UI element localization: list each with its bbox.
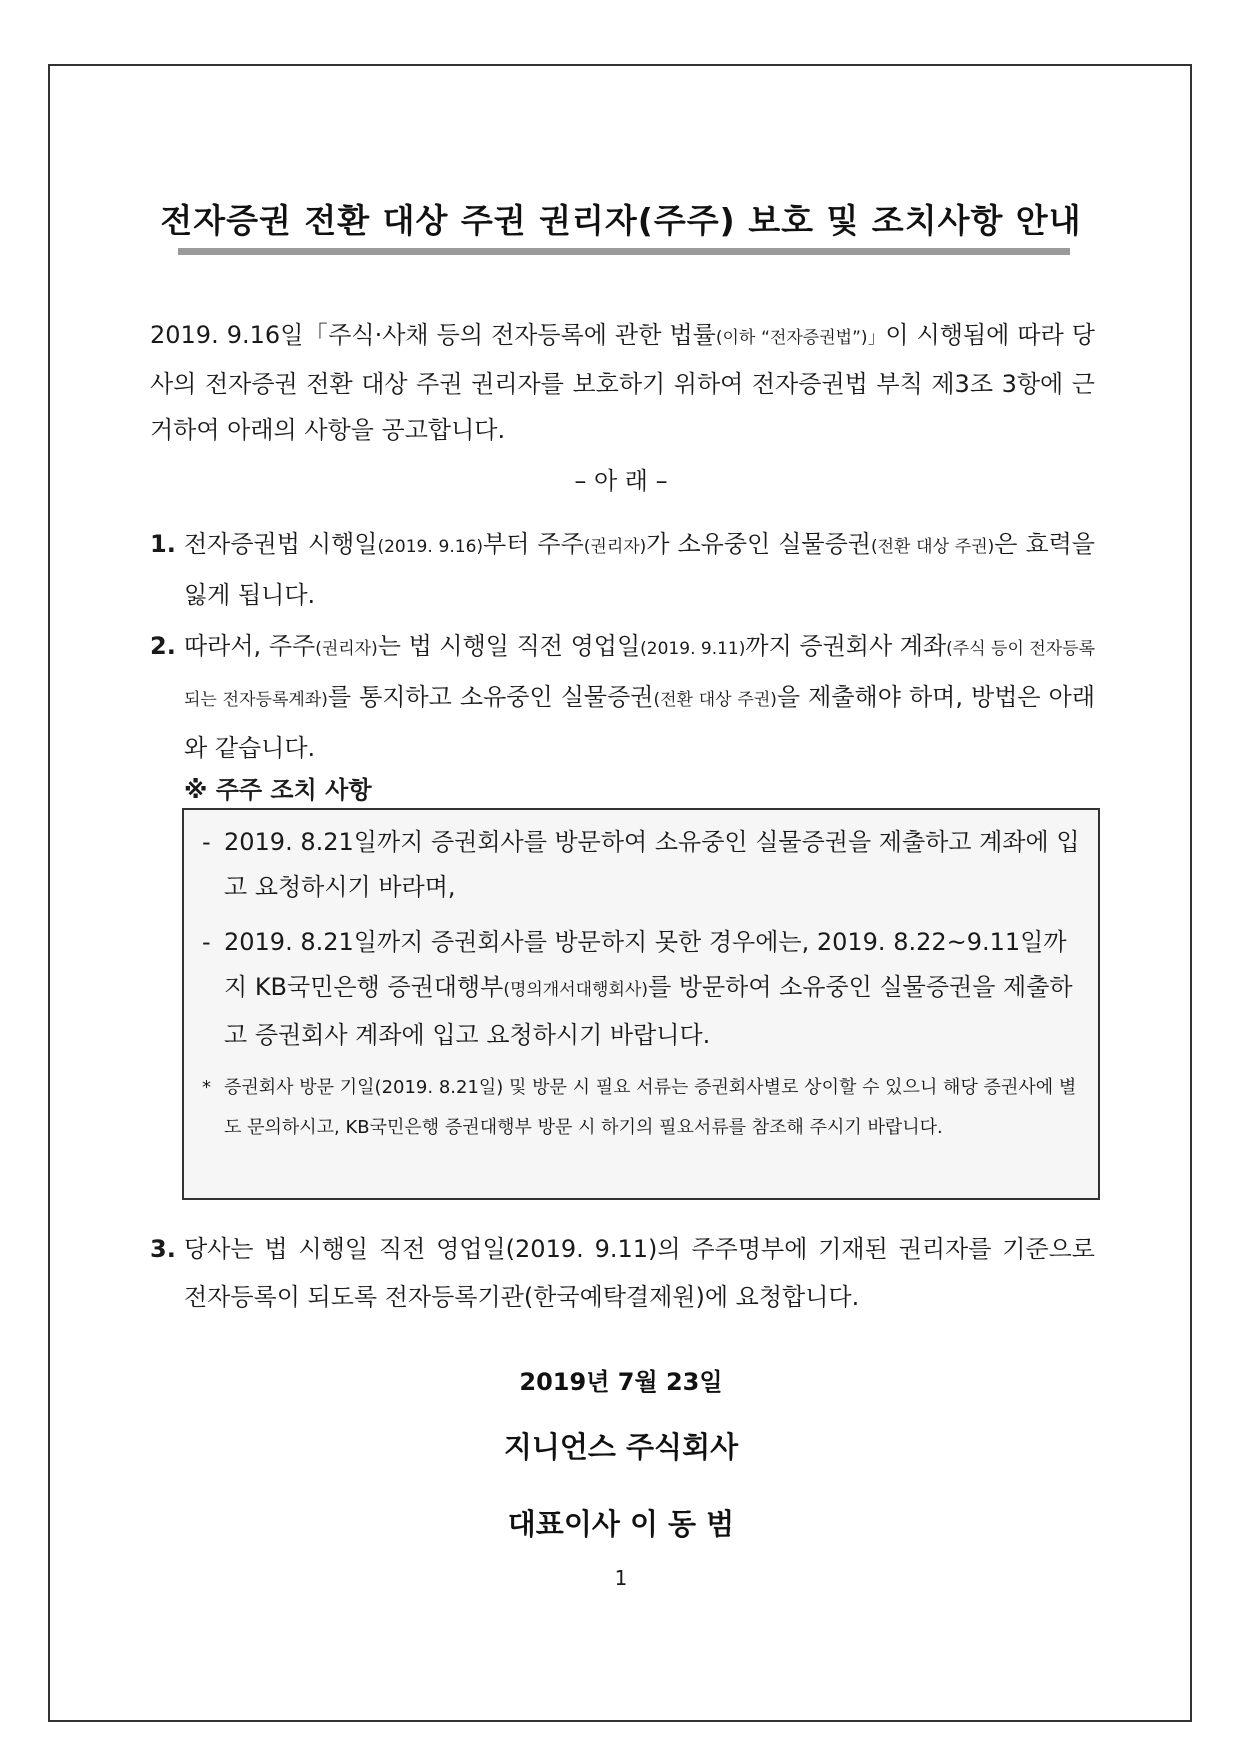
item-text-small: (전환 대상 주권) xyxy=(870,537,995,557)
item-text: 가 소유중인 실물증권 xyxy=(646,530,871,558)
dash-marker: - xyxy=(202,928,211,956)
action-text xyxy=(224,920,1082,1058)
item-text: 를 통지하고 소유중인 실물증권 xyxy=(327,683,654,711)
item-number: 2. xyxy=(150,632,176,660)
ceo-name: 대표이사 이 동 범 xyxy=(507,1507,735,1541)
list-item-2 xyxy=(150,622,1095,772)
box-footnote xyxy=(202,1068,1082,1148)
action-text-small: (명의개서대행회사) xyxy=(503,980,648,1000)
list-item-1 xyxy=(150,520,1095,619)
shareholder-actions-box xyxy=(182,808,1100,1200)
asterisk-marker: * xyxy=(202,1077,211,1098)
action-text-a: 2019. 8.21일까지 증권회사를 방문하지 못한 경우에는, 2019. 8.22~9.11일까지 KB국민은행 증권대행부 xyxy=(224,928,1067,1001)
action-bullet-2 xyxy=(202,920,1082,1058)
item-text: 은 효력을 잃게 됩니다. xyxy=(184,530,1095,609)
action-text: 2019. 8.21일까지 증권회사를 방문하여 소유중인 실물증권을 제출하고 계좌에 입고 요청하시기 바라며, xyxy=(224,828,1080,901)
footnote-text: 증권회사 방문 기일(2019. 8.21일) 및 방문 시 필요 서류는 증권회사별로 상이할 수 있으니 해당 증권사에 별도 문의하시고, KB국민은행 증권대행부 방문 시 하기의 필요서류를 참조해 주시기 바랍니다. xyxy=(224,1077,1077,1138)
item-text-small: (주식 등이 전자등록되는 전자등록계좌) xyxy=(184,639,1096,710)
item-text: 을 제출해야 하며, 방법은 아래와 같습니다. xyxy=(184,683,1096,762)
item-text-small: (2019. 9.16) xyxy=(377,537,484,557)
intro-text-2: 이 시행됨에 따라 당사의 전자증권 전환 대상 주권 권리자를 보호하기 위하여 전자증권법 부칙 제3조 3항에 근거하여 아래의 사항을 공고합니다. xyxy=(150,321,1095,444)
item-text-small: (전환 대상 주권) xyxy=(653,690,777,710)
document-title: 전자증권 전환 대상 주권 권리자(주주) 보호 및 조치사항 안내 xyxy=(160,201,1082,240)
intro-paragraph xyxy=(150,312,1095,453)
separator: – 아 래 – xyxy=(574,467,668,495)
list-item-3 xyxy=(150,1225,1095,1321)
signature-date: 2019년 7월 23일 xyxy=(519,1368,723,1396)
action-text-b: 를 방문하여 소유중인 실물증권을 제출하고 증권회사 계좌에 입고 요청하시기 바랍니다. xyxy=(224,973,1073,1049)
dash-marker: - xyxy=(202,828,211,856)
item-text-small: (권리자) xyxy=(315,639,378,659)
item-number: 1. xyxy=(150,530,176,558)
item-text: 는 법 시행일 직전 영업일 xyxy=(377,632,641,660)
shareholder-actions-heading: ※ 주주 조치 사항 xyxy=(184,776,372,804)
company-name: 지니언스 주식회사 xyxy=(503,1430,739,1464)
intro-text-1: 2019. 9.16일「주식·사채 등의 전자등록에 관한 법률 xyxy=(150,321,716,349)
item-text: 까지 증권회사 계좌 xyxy=(745,632,947,660)
action-bullet-1 xyxy=(202,820,1082,910)
item-text: 전자증권법 시행일 xyxy=(184,530,378,558)
item-text-small: (권리자) xyxy=(583,537,647,557)
item-body xyxy=(184,622,1095,772)
item-body xyxy=(184,520,1095,619)
item-text-small: (2019. 9.11) xyxy=(640,639,746,659)
page-number: 1 xyxy=(614,1566,628,1590)
item-text: 부터 주주 xyxy=(483,530,584,558)
item-number: 3. xyxy=(150,1235,176,1263)
title-underline xyxy=(178,248,1070,255)
item-body: 당사는 법 시행일 직전 영업일(2019. 9.11)의 주주명부에 기재된 권리자를 기준으로 전자등록이 되도록 전자등록기관(한국예탁결제원)에 요청합니다. xyxy=(184,1235,1095,1311)
item-text: 따라서, 주주 xyxy=(184,632,316,660)
intro-text-small: (이하 “전자증권법”)」 xyxy=(715,328,886,348)
